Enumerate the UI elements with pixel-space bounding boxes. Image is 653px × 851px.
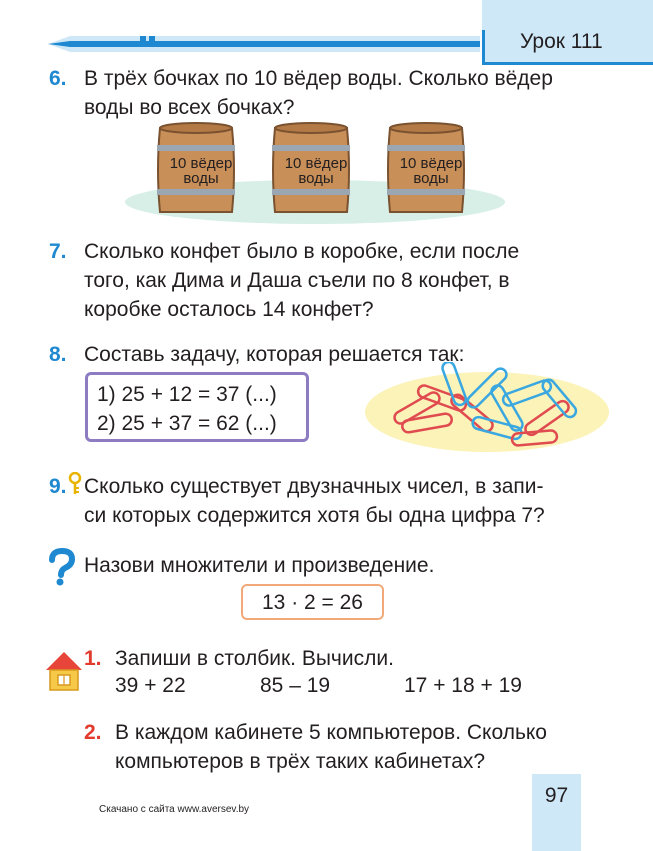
homework-2-text-line2: компьютеров в трёх таких кабинетах? <box>115 750 486 773</box>
task-7-text-line3: коробке осталось 14 конфет? <box>84 298 374 321</box>
barrel-label-3 <box>391 156 471 186</box>
task-8-number: 8. <box>49 343 67 366</box>
barrel-label-line1: 10 вёдер <box>284 155 348 172</box>
barrel-label-1 <box>161 156 241 186</box>
solution-step-2: 2) 25 + 37 = 62 (...) <box>97 412 277 435</box>
paperclips-illustration <box>362 362 612 462</box>
barrel-label-line1: 10 вёдер <box>399 155 463 172</box>
homework-1-expression-1: 39 + 22 <box>115 674 186 697</box>
homework-1-text: Запиши в столбик. Вычисли. <box>115 647 394 670</box>
question-mark-icon <box>46 548 76 586</box>
home-icon <box>44 650 84 692</box>
task-7-number: 7. <box>49 240 67 263</box>
barrel-label-line2: воды <box>413 170 449 187</box>
page-number: 97 <box>544 784 569 807</box>
barrel-label-line2: воды <box>183 170 219 187</box>
question-text: Назови множители и произведение. <box>84 554 435 577</box>
task-7-text-line1: Сколько конфет было в коробке, если после <box>84 240 520 263</box>
homework-1-expression-2: 85 – 19 <box>260 674 331 697</box>
task-6-text-line1: В трёх бочках по 10 вёдер воды. Сколько вёдер <box>84 67 553 90</box>
expression: 13 · 2 = 26 <box>262 591 363 614</box>
header-band <box>48 36 480 52</box>
task-6-number: 6. <box>49 67 67 90</box>
task-8-text: Составь задачу, которая решается так: <box>84 343 465 366</box>
homework-1-expression-3: 17 + 18 + 19 <box>404 674 522 697</box>
barrel-label-line1: 10 вёдер <box>169 155 233 172</box>
homework-2-number: 2. <box>84 721 102 744</box>
task-6-text-line2: воды во всех бочках? <box>84 96 295 119</box>
homework-1-number: 1. <box>84 647 102 670</box>
lesson-tab-edge <box>482 30 485 64</box>
task-9-text-line2: си которых содержится хотя бы одна цифра 7? <box>84 504 545 527</box>
footer-source: Скачано с сайта www.aversev.by <box>99 804 250 815</box>
key-icon <box>68 472 82 496</box>
lesson-title: Урок 111 <box>520 30 603 53</box>
homework-2-text-line1: В каждом кабинете 5 компьютеров. Сколько <box>115 721 547 744</box>
barrel-label-line2: воды <box>298 170 334 187</box>
solution-step-1: 1) 25 + 12 = 37 (...) <box>97 383 277 406</box>
barrel-label-2 <box>276 156 356 186</box>
task-9-text-line1: Сколько существует двузначных чисел, в запи- <box>84 475 544 498</box>
task-9-number: 9. <box>49 475 67 498</box>
task-7-text-line2: того, как Дима и Даша съели по 8 конфет, в <box>84 269 510 292</box>
